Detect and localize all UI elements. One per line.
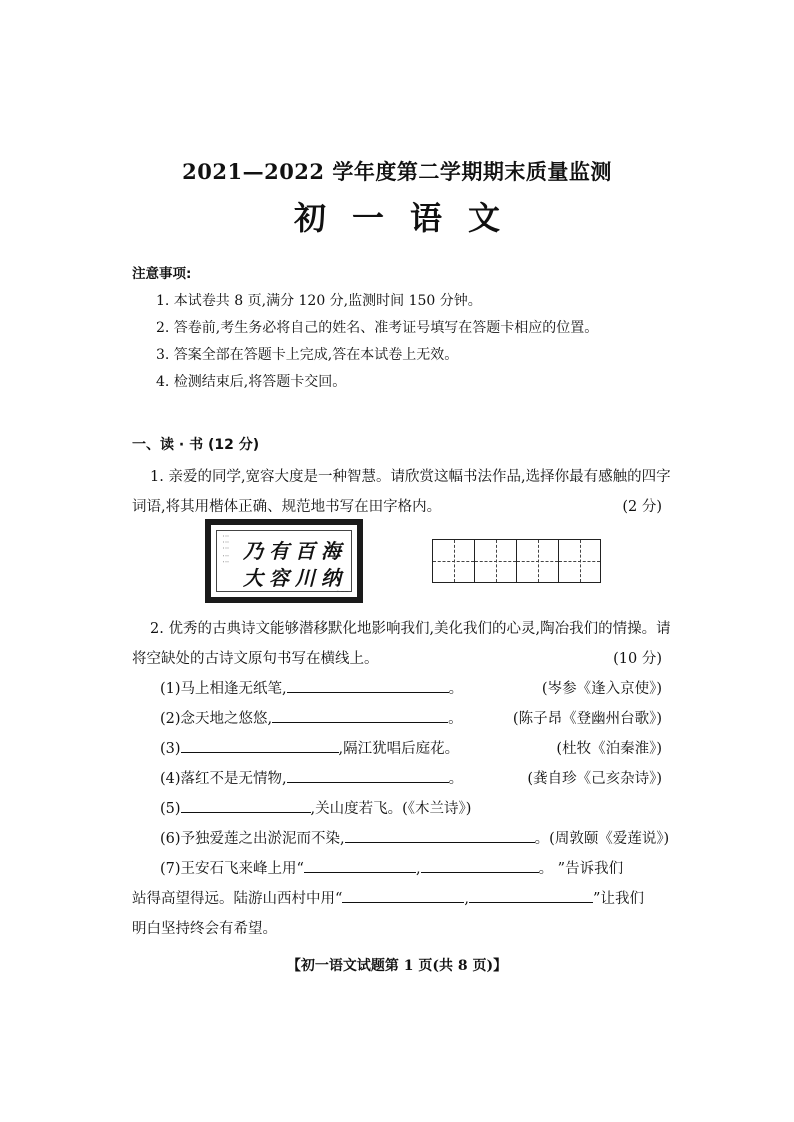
answer-blank[interactable] [345, 827, 535, 843]
q1-text-line2: 词语,将其用楷体正确、规范地书写在田字格内。 [132, 499, 442, 515]
notice-item-4: 4. 检测结束后,将答题卡交回。 [156, 374, 347, 390]
tian-grid-cell[interactable] [475, 540, 517, 582]
section-heading: 一、读 · 书 (12 分) [132, 437, 260, 453]
poem-item-prefix: (1)马上相逢无纸笔, [160, 681, 287, 697]
exam-subject: 初一语文 [293, 199, 526, 237]
answer-blank[interactable] [342, 887, 464, 903]
poem-item-suffix: 。 [448, 771, 464, 787]
answer-blank[interactable] [469, 887, 593, 903]
notice-item-3: 3. 答案全部在答题卡上完成,答在本试卷上无效。 [156, 347, 459, 363]
poem-source: (陈子昂《登幽州台歌》) [512, 711, 662, 727]
poem-item-1 [160, 677, 463, 698]
q1-score: (2 分) [622, 499, 662, 515]
calligraphy-char: 有 [269, 539, 289, 563]
q2-score: (10 分) [613, 651, 662, 667]
poem-item-7-line1 [160, 857, 623, 878]
poem-item-prefix: 站得高望得远。陆游山西村中用“ [132, 891, 343, 907]
poem-item-suffix: 。 ”告诉我们 [538, 861, 624, 877]
poem-item-7-line3: 明白坚持终会有希望。 [132, 921, 277, 937]
poem-item-4 [160, 767, 463, 788]
poem-item-prefix: (2)念天地之悠悠, [160, 711, 273, 727]
exam-title: 2021—2022 学年度第二学期期末质量监测 [182, 159, 612, 184]
calligraphy-char: 容 [269, 566, 289, 590]
poem-item-2 [160, 707, 463, 728]
poem-item-suffix: ,隔江犹唱后庭花。 [338, 741, 460, 757]
answer-blank[interactable] [181, 797, 311, 813]
calligraphy-char: 乃 [243, 539, 263, 563]
poem-item-prefix: (3) [160, 741, 181, 757]
calligraphy-char: 纳 [321, 566, 341, 590]
poem-source: (杜牧《泊秦淮》) [556, 741, 662, 757]
poem-item-separator: , [415, 861, 421, 877]
poem-item-prefix: (4)落红不是无情物, [160, 771, 287, 787]
answer-blank[interactable] [181, 737, 339, 753]
poem-item-6 [160, 827, 669, 848]
poem-item-suffix: 。(周敦颐《爱莲说》) [534, 831, 670, 847]
poem-item-prefix: (5) [160, 801, 181, 817]
tian-grid-cell[interactable] [559, 540, 601, 582]
q2-text-line2: 将空缺处的古诗文原句书写在横线上。 [132, 651, 379, 667]
calligraphy-char: 川 [295, 566, 315, 590]
poem-item-suffix: 。 [448, 681, 464, 697]
answer-blank[interactable] [287, 767, 449, 783]
calligraphy-signature: ◦ ~~ [336, 589, 349, 595]
answer-blank[interactable] [421, 857, 539, 873]
poem-source: (岑参《逢入京使》) [541, 681, 662, 697]
calligraphy-char: 大 [243, 566, 263, 590]
notice-heading: 注意事项: [132, 266, 192, 282]
notice-item-2: 2. 答卷前,考生务必将自己的姓名、准考证号填写在答题卡相应的位置。 [156, 320, 599, 336]
poem-item-suffix: ”让我们 [593, 891, 644, 907]
notice-item-1: 1. 本试卷共 8 页,满分 120 分,监测时间 150 分钟。 [156, 293, 482, 309]
poem-item-separator: , [464, 891, 470, 907]
calligraphy-char: 百 [295, 539, 315, 563]
poem-source: (龚自珍《己亥杂诗》) [527, 771, 662, 787]
q1-text-line1: 1. 亲爱的同学,宽容大度是一种智慧。请欣赏这幅书法作品,选择你最有感触的四字 [150, 469, 671, 485]
poem-item-suffix: ,关山度若飞。(《木兰诗》) [310, 801, 472, 817]
calligraphy-char: 海 [321, 539, 341, 563]
q2-text-line1: 2. 优秀的古典诗文能够潜移默化地影响我们,美化我们的心灵,陶冶我们的情操。请 [150, 621, 671, 637]
poem-item-prefix: (7)王安石飞来峰上用“ [160, 861, 304, 877]
answer-blank[interactable] [272, 707, 448, 723]
answer-blank[interactable] [304, 857, 416, 873]
tian-grid-cell[interactable] [433, 540, 475, 582]
poem-item-7-line2 [132, 887, 644, 908]
poem-item-prefix: (6)予独爱莲之出淤泥而不染, [160, 831, 345, 847]
poem-item-suffix: 。 [448, 711, 463, 727]
page-footer: 【初一语文试题第 1 页(共 8 页)】 [286, 958, 508, 974]
tian-grid-cell[interactable] [517, 540, 559, 582]
answer-blank[interactable] [287, 677, 449, 693]
poem-item-3 [160, 737, 459, 758]
calligraphy-artwork [205, 519, 363, 603]
calligraphy-inscription: ⋮⋮⋮ ⋮⋮ [222, 533, 229, 565]
poem-item-5 [160, 797, 471, 818]
tian-grid[interactable] [432, 539, 601, 583]
